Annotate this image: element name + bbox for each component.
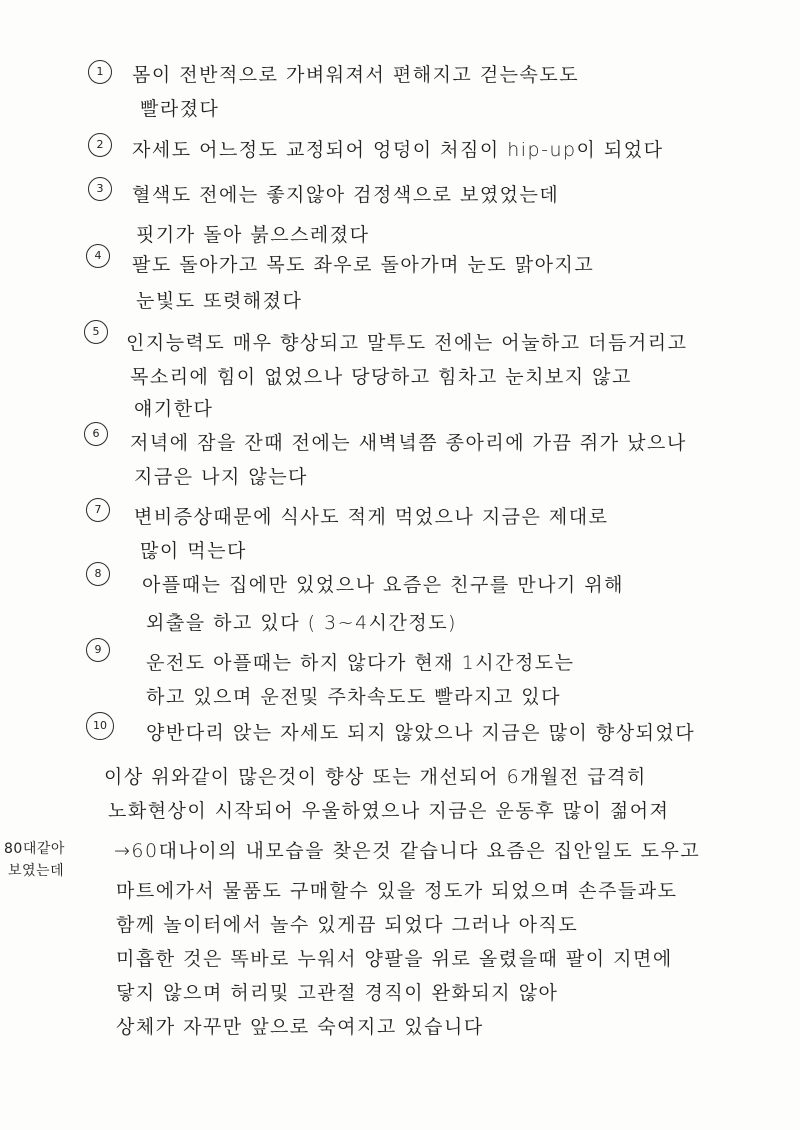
item-9-line-1: 운전도 아플때는 하지 않다가 현재 1시간정도는 [146, 652, 575, 674]
item-6-line-2: 지금은 나지 않는다 [134, 466, 308, 488]
item-number-5: 5 [84, 320, 108, 344]
item-1-line-2: 빨라졌다 [140, 98, 220, 120]
summary-line-2: 노화현상이 시작되어 우울하였으나 지금은 운동후 많이 젊어져 [108, 800, 670, 822]
item-number-4: 4 [86, 244, 110, 268]
item-2-line-1: 자세도 어느정도 교정되어 엉덩이 처짐이 hip-up이 되었다 [132, 139, 664, 161]
item-6-line-1: 저녁에 잠을 잔때 전에는 새벽녘쯤 종아리에 가끔 쥐가 났으나 [130, 432, 687, 454]
item-number-2: 2 [88, 133, 112, 157]
summary-line-1: 이상 위와같이 많은것이 향상 또는 개선되어 6개월전 급격히 [104, 766, 647, 788]
summary-line-3: →60대나이의 내모습을 찾은것 같습니다 요즘은 집안일도 도우고 [114, 840, 701, 862]
summary-line-5: 함께 놀이터에서 놀수 있게끔 되었다 그러나 아직도 [116, 914, 579, 936]
item-number-3: 3 [88, 177, 112, 201]
side-note-line-1: 80대같아 [4, 841, 65, 857]
item-4-line-2: 눈빛도 또렷해졌다 [136, 290, 303, 312]
item-5-line-2: 목소리에 힘이 없었으나 당당하고 힘차고 눈치보지 않고 [130, 366, 632, 388]
summary-line-7: 닿지 않으며 허리및 고관절 경직이 완화되지 않아 [116, 982, 559, 1004]
item-9-line-2: 하고 있으며 운전및 주차속도도 빨라지고 있다 [146, 686, 561, 708]
side-note-line-2: 보였는데 [8, 863, 65, 879]
summary-line-8: 상체가 자꾸만 앞으로 숙여지고 있습니다 [116, 1016, 484, 1038]
summary-line-6: 미흡한 것은 똑바로 누워서 양팔을 위로 올렸을때 팔이 지면에 [116, 948, 673, 970]
item-number-6: 6 [84, 422, 108, 446]
item-7-line-2: 많이 먹는다 [140, 540, 247, 562]
item-7-line-1: 변비증상때문에 식사도 적게 먹었으나 지금은 제대로 [134, 506, 609, 528]
summary-line-4: 마트에가서 물품도 구매할수 있을 정도가 되었으며 손주들과도 [116, 880, 678, 902]
item-8-line-2: 외출을 하고 있다 ( 3~4시간정도) [146, 612, 457, 634]
item-5-line-3: 얘기한다 [134, 398, 214, 420]
item-4-line-1: 팔도 돌아가고 목도 좌우로 돌아가며 눈도 맑아지고 [132, 254, 595, 276]
item-number-8: 8 [86, 562, 110, 586]
item-5-line-1: 인지능력도 매우 향상되고 말투도 전에는 어눌하고 더듬거리고 [126, 332, 688, 354]
item-8-line-1: 아플때는 집에만 있었으나 요즘은 친구를 만나기 위해 [142, 574, 625, 596]
item-number-7: 7 [86, 498, 110, 522]
item-number-10: 10 [86, 712, 114, 740]
item-10-line-1: 양반다리 앉는 자세도 되지 않았으나 지금은 많이 향상되었다 [146, 722, 696, 744]
item-3-line-1: 혈색도 전에는 좋지않아 검정색으로 보였었는데 [132, 184, 560, 206]
item-3-line-2: 핏기가 돌아 붉으스레졌다 [136, 224, 370, 246]
item-number-9: 9 [86, 638, 110, 662]
item-1-line-1: 몸이 전반적으로 가벼워져서 편해지고 걷는속도도 [132, 64, 580, 86]
item-number-1: 1 [88, 60, 112, 84]
